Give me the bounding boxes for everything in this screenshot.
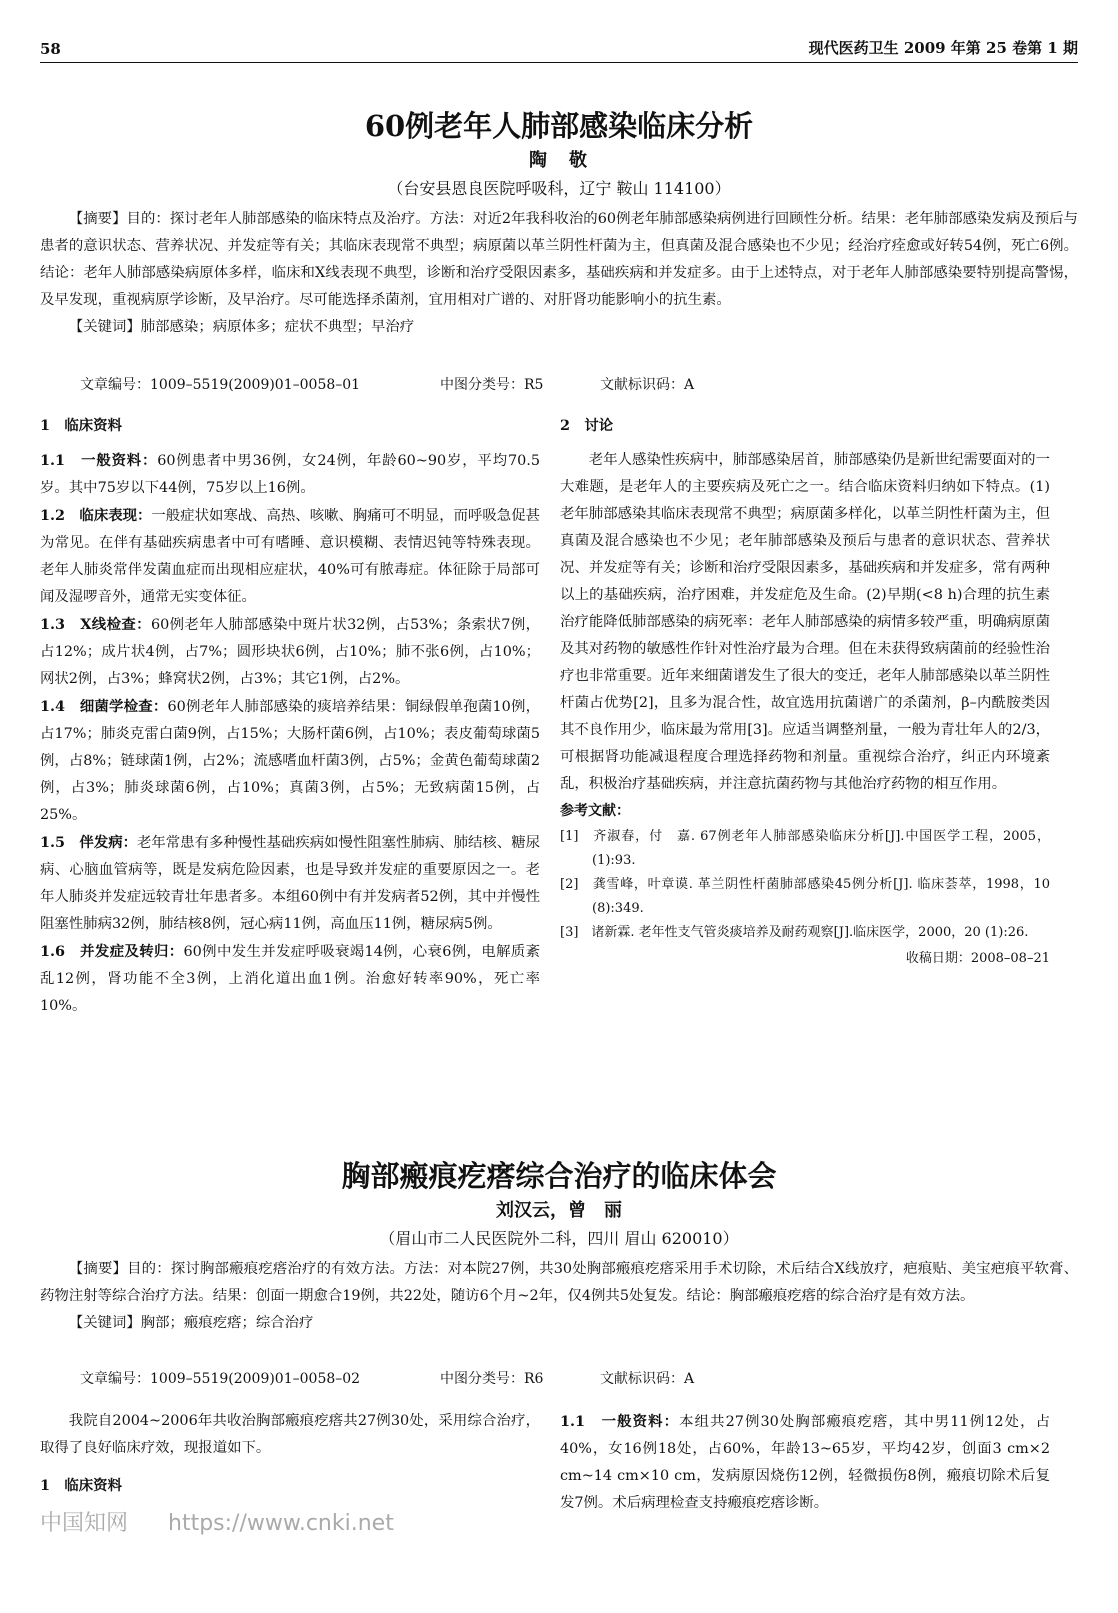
article1-meta: [80, 374, 694, 394]
received-date: 收稿日期：2008–08–21: [905, 951, 1050, 966]
article1-article-no: 文章编号：1009–5519(2009)01–0058–01: [80, 377, 361, 393]
article2-right-column: [560, 1408, 1050, 1517]
article2-meta: [80, 1368, 694, 1388]
article1-para-1-4: [40, 693, 540, 829]
references-heading: 参考文献：: [560, 803, 630, 819]
article1-section1-title: 1 临床资料: [40, 417, 122, 434]
journal-citation: 现代医药卫生 2009 年第 25 卷第 1 期: [808, 39, 1078, 57]
para-text: 60例老年人肺部感染中斑片状32例，占53%；条索状7例，占12%；成片状4例，占7%；圆形块状6例，占10%；肺不张6例，占10%；网状2例，占3%；蜂窝状2例，占3%；其它1例，占2%。: [40, 617, 540, 687]
article2-para-1-1: [560, 1408, 1050, 1517]
article1-abstract-block: [40, 206, 1078, 341]
article1-left-column: [40, 412, 540, 1020]
article2-title: 胸部瘢痕疙瘩综合治疗的临床体会: [341, 1159, 777, 1193]
article1-title: 60例老年人肺部感染临床分析: [364, 109, 754, 143]
article2-authors: 刘汉云，曾 丽: [496, 1200, 622, 1221]
para-label: 1.6 并发症及转归：: [40, 943, 184, 960]
article1-discussion: 老年人感染性疾病中，肺部感染居首，肺部感染仍是新世纪需要面对的一大难题，是老年人的主要疾病及死亡之一。结合临床资料归纳如下特点。(1) 老年肺部感染其临床表现常不典型；病原菌多样化，以革兰阴性杆菌为主，但真菌及混合感染也不少见；老年肺部感染及预后与患者的意识状态、营养状况、并发症等有关；诊断和治疗受限因素多，基础疾病和并发症多，常有两种以上的基础疾病，治疗困难，并发症危及生命。(2)早期(<8 h)合理的抗生素治疗能降低肺部感染的病死率：老年人肺部感染的病情多较严重，明确病原菌及其对药物的敏感性作针对性治疗最为合理。但在未获得致病菌前的经验性治疗也非常重要。近年来细菌谱发生了很大的变迁，老年人肺部感染以革兰阴性杆菌占优势[2]，且多为混合性，故宜选用抗菌谱广的杀菌剂，β–内酰胺类因其不良作用少，临床最为常用[3]。应适当调整剂量，一般为青壮年人的2/3，可根据肾功能减退程度合理选择药物和剂量。重视综合治疗，纠正内环境紊乱，积极治疗基础疾病，并注意抗菌药物与其他治疗药物的相互作用。: [560, 452, 1050, 792]
article1-author: 陶 敬: [529, 150, 589, 171]
article1-affiliation: （台安县恩良医院呼吸科，辽宁 鞍山 114100）: [387, 179, 731, 198]
para-text: 60例患者中男36例，女24例，年龄60~90岁，平均70.5岁。其中75岁以下44例，75岁以上16例。: [40, 453, 540, 496]
watermark-url: https://www.cnki.net: [168, 1511, 394, 1536]
article2-article-no: 文章编号：1009–5519(2009)01–0058–02: [80, 1371, 361, 1387]
para-text: 本组共27例30处胸部瘢痕疙瘩，其中男11例12处，占40%，女16例18处，占60%，年龄13~65岁，平均42岁，创面3 cm×2 cm~14 cm×10 cm，发病原因烧伤12例，轻微损伤8例，瘢痕切除术后复发7例。术后病理检查支持瘢痕疙瘩诊断。: [560, 1414, 1050, 1511]
article1-para-1-1: [40, 447, 540, 502]
para-text: 60例老年人肺部感染的痰培养结果：铜绿假单孢菌10例，占17%；肺炎克雷白菌9例，占15%；大肠杆菌6例，占10%；表皮葡萄球菌5例，占8%；链球菌1例，占2%；流感嗜血杆菌3例，占5%；金黄色葡萄球菌2例，占3%；肺炎球菌6例，占10%；真菌3例，占5%；无致病菌15例，占25%。: [40, 699, 541, 823]
para-label: 1.1 一般资料：: [40, 452, 158, 469]
running-header: [40, 38, 1078, 63]
para-text: 60例中发生并发症呼吸衰竭14例，心衰6例，电解质紊乱12例，肾功能不全3例，上消化道出血1例。治愈好转率90%，死亡率10%。: [40, 944, 540, 1014]
article1-doc-code: 文献标识码：A: [600, 377, 695, 393]
reference-item: [1] 齐淑春，付 嘉. 67例老年人肺部感染临床分析[J].中国医学工程，2005，(1):93.: [560, 829, 1050, 868]
article2-section1-title: 1 临床资料: [40, 1477, 122, 1494]
reference-item: [2] 龚雪峰，叶章谟. 革兰阴性杆菌肺部感染45例分析[J]. 临床荟萃，1998，10 (8):349.: [560, 877, 1050, 916]
article1-para-1-3: [40, 611, 540, 693]
article1-keywords: 【关键词】肺部感染；病原体多；症状不典型；早治疗: [68, 319, 415, 335]
article1-para-1-2: [40, 502, 540, 611]
article2-left-column: [40, 1408, 540, 1499]
cnki-watermark: [40, 1506, 394, 1537]
page-number: 58: [40, 40, 61, 58]
article2-clc: 中图分类号：R6: [440, 1371, 544, 1387]
article1-para-1-6: [40, 938, 540, 1020]
watermark-brand: 中国知网: [40, 1511, 129, 1536]
para-label: 1.1 一般资料：: [560, 1413, 680, 1430]
article1-right-column: [560, 412, 1050, 972]
reference-item: [3] 诸新霖. 老年性支气管炎痰培养及耐药观察[J].临床医学，2000，20 (1):26.: [560, 925, 1029, 940]
article1-clc: 中图分类号：R5: [440, 377, 544, 393]
article2-abstract: 【摘要】目的：探讨胸部瘢痕疙瘩治疗的有效方法。方法：对本院27例，共30处胸部瘢痕疙瘩采用手术切除，术后结合X线放疗，疤痕贴、美宝疤痕平软膏、药物注射等综合治疗方法。结果：创面一期愈合19例，共22处，随访6个月~2年，仅4例共5处复发。结论：胸部瘢痕疙瘩的综合治疗是有效方法。: [40, 1261, 1078, 1304]
article1-section2-title: 2 讨论: [560, 417, 614, 434]
para-text: 老年常患有多种慢性基础疾病如慢性阻塞性肺病、肺结核、糖尿病、心脑血管病等，既是发病危险因素，也是导致并发症的重要原因之一。老年人肺炎并发症远较青壮年患者多。本组60例中有并发病者52例，其中并慢性阻塞性肺病32例，肺结核8例，冠心病11例，高血压11例，糖尿病5例。: [40, 835, 540, 932]
para-label: 1.5 伴发病：: [40, 834, 137, 851]
para-label: 1.4 细菌学检查：: [40, 698, 168, 715]
article1-para-1-5: [40, 829, 540, 938]
article2-abstract-block: [40, 1256, 1078, 1337]
para-label: 1.3 X线检查：: [40, 616, 151, 633]
para-text: 一般症状如寒战、高热、咳嗽、胸痛可不明显，而呼吸急促甚为常见。在伴有基础疾病患者中可有嗜睡、意识模糊、表情迟钝等特殊表现。老年人肺炎常伴发菌血症而出现相应症状，40%可有脓毒症。体征除于局部可闻及湿啰音外，通常无实变体征。: [40, 508, 540, 605]
article2-intro: 我院自2004~2006年共收治胸部瘢痕疙瘩共27例30处，采用综合治疗，取得了良好临床疗效，现报道如下。: [40, 1413, 540, 1456]
article2-keywords: 【关键词】胸部；瘢痕疙瘩；综合治疗: [68, 1315, 314, 1331]
para-label: 1.2 临床表现：: [40, 507, 152, 524]
article1-abstract: 【摘要】目的：探讨老年人肺部感染的临床特点及治疗。方法：对近2年我科收治的60例老年肺部感染病例进行回顾性分析。结果：老年肺部感染发病及预后与患者的意识状态、营养状况、并发症等有关；其临床表现常不典型；病原菌以革兰阴性杆菌为主，但真菌及混合感染也不少见；经治疗痊愈或好转54例，死亡6例。结论：老年人肺部感染病原体多样，临床和X线表现不典型，诊断和治疗受限因素多，基础疾病和并发症多。由于上述特点，对于老年人肺部感染要特别提高警惕，及早发现，重视病原学诊断，及早治疗。尽可能选择杀菌剂，宜用相对广谱的、对肝肾功能影响小的抗生素。: [40, 211, 1078, 308]
article2-affiliation: （眉山市二人民医院外二科，四川 眉山 620010）: [379, 1229, 739, 1248]
article2-doc-code: 文献标识码：A: [600, 1371, 695, 1387]
